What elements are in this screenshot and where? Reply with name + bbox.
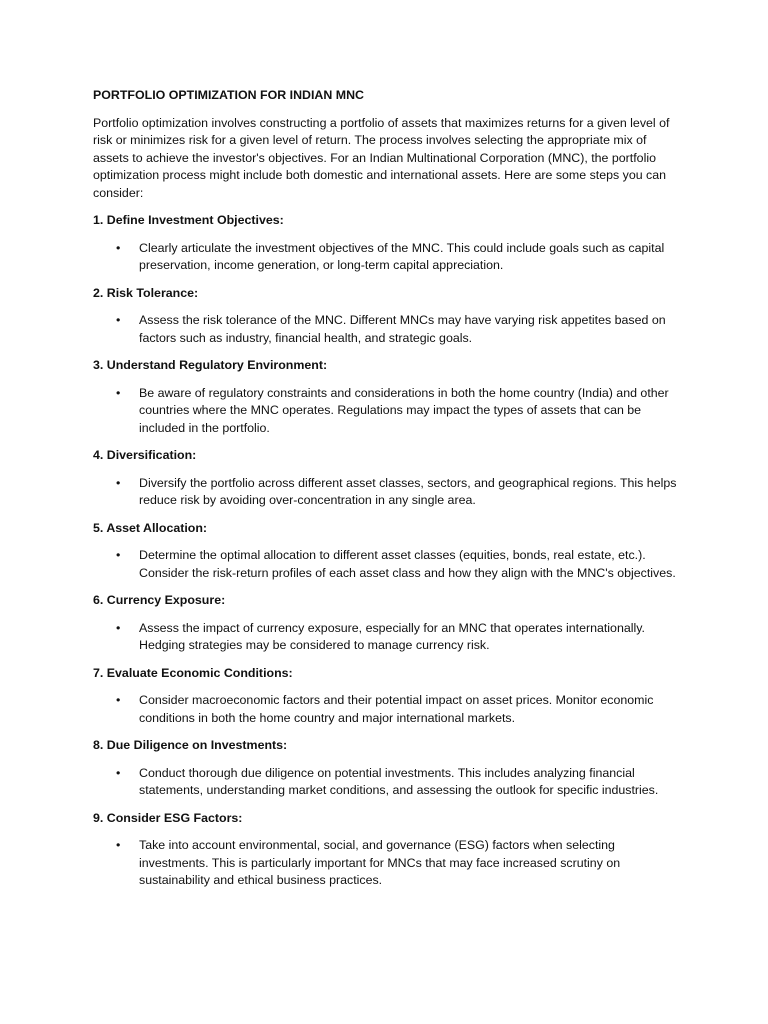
section-heading: 5. Asset Allocation: (93, 520, 208, 535)
list-item-text: Assess the risk tolerance of the MNC. Different MNCs may have varying risk appetites based on factors such as industry, financial health, and strategic goals. (139, 313, 666, 345)
section-1 (93, 212, 680, 275)
bullet-icon: • (116, 765, 121, 780)
bullet-list (93, 240, 680, 275)
bullet-list (93, 475, 680, 510)
section-heading: 6. Currency Exposure: (93, 593, 226, 607)
bullet-list (93, 312, 680, 347)
sections-container (93, 212, 680, 890)
section-5 (93, 520, 680, 583)
list-item (116, 837, 680, 890)
bullet-icon: • (116, 693, 121, 707)
list-item-text: Conduct thorough due diligence on potential investments. This includes analyzing financial statements, understanding market conditions, and assessing the outlook for specific industries. (139, 765, 659, 797)
bullet-icon: • (116, 548, 121, 562)
list-item (116, 620, 680, 655)
document-title: PORTFOLIO OPTIMIZATION FOR INDIAN MNC (93, 88, 364, 102)
section-heading: 8. Due Diligence on Investments: (93, 738, 288, 752)
bullet-icon: • (116, 475, 121, 490)
list-item-text: Take into account environmental, social, and governance (ESG) factors when selecting investments. This is particularly important for MNCs that may face increased scrutiny on sustainability and ethical business practices. (139, 838, 621, 887)
bullet-list (93, 837, 680, 890)
bullet-list (93, 620, 680, 655)
list-item (116, 692, 680, 727)
bullet-list (93, 385, 680, 438)
list-item (116, 312, 680, 347)
section-3 (93, 357, 680, 437)
section-8 (93, 737, 680, 800)
list-item (116, 385, 680, 438)
section-heading: 2. Risk Tolerance: (93, 285, 199, 300)
list-item-text: Clearly articulate the investment objectives of the MNC. This could include goals such as capital preservation, income generation, or long-term capital appreciation. (139, 240, 665, 272)
list-item-text: Consider macroeconomic factors and their potential impact on asset prices. Monitor economic conditions in both the home country and major international markets. (139, 693, 654, 725)
section-heading: 7. Evaluate Economic Conditions: (93, 665, 293, 680)
bullet-icon: • (116, 313, 121, 327)
bullet-list (93, 692, 680, 727)
bullet-list (93, 547, 680, 582)
bullet-list (93, 765, 680, 800)
list-item-text: Be aware of regulatory constraints and considerations in both the home country (India) and other countries where the MNC operates. Regulations may impact the types of assets that can be included in the portfolio. (139, 385, 669, 435)
section-7 (93, 665, 680, 728)
section-6 (93, 592, 680, 655)
bullet-icon: • (116, 385, 121, 400)
list-item-text: Diversify the portfolio across different asset classes, sectors, and geographical regions. This helps reduce risk by avoiding over-concentration in any single area. (139, 475, 677, 507)
bullet-icon: • (116, 240, 121, 255)
section-heading: 1. Define Investment Objectives: (93, 213, 284, 227)
section-9 (93, 810, 680, 890)
list-item (116, 765, 680, 800)
section-4 (93, 447, 680, 510)
section-heading: 9. Consider ESG Factors: (93, 810, 243, 825)
list-item (116, 240, 680, 275)
section-heading: 4. Diversification: (93, 448, 197, 462)
section-heading: 3. Understand Regulatory Environment: (93, 358, 328, 372)
bullet-icon: • (116, 838, 121, 852)
list-item-text: Assess the impact of currency exposure, especially for an MNC that operates internationally. Hedging strategies may be considered to manage currency risk. (139, 620, 645, 652)
list-item (116, 475, 680, 510)
bullet-icon: • (116, 620, 121, 635)
list-item-text: Determine the optimal allocation to different asset classes (equities, bonds, real estate, etc.). Consider the risk-return profiles of each asset class and how they align with the MNC's objectives. (139, 548, 676, 580)
intro-paragraph: Portfolio optimization involves constructing a portfolio of assets that maximizes returns for a given level of risk or minimizes risk for a given level of return. The process involves selecting the appropriate mix of assets to achieve the investor's objectives. For an Indian Multinational Corporation (MNC), the portfolio optimization process might include both domestic and international assets. Here are some steps you can consider: (93, 115, 670, 200)
section-2 (93, 285, 680, 348)
list-item (116, 547, 680, 582)
